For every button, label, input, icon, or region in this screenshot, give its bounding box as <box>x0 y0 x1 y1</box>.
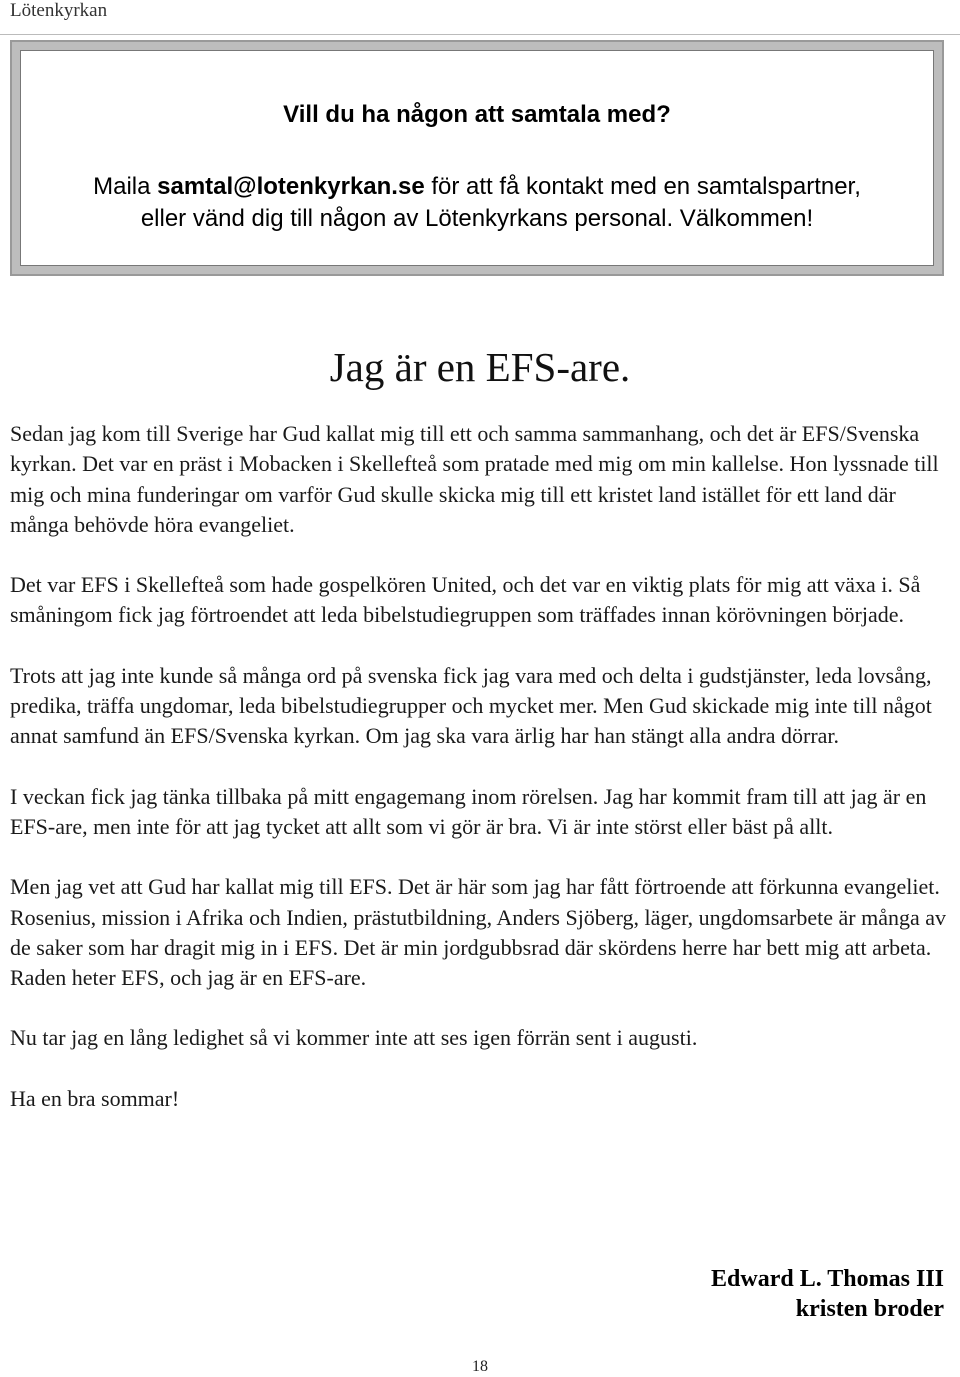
article-paragraph: I veckan fick jag tänka tillbaka på mitt engagemang inom rörelsen. Jag har kommit fram till att jag är en EFS-are, men inte för att jag tycket att allt som vi gör är bra. Vi är inte störst eller bäst på allt. <box>10 783 927 839</box>
article-title: Jag är en EFS-are. <box>329 344 631 390</box>
contact-line2: eller vänd dig till någon av Lötenkyrkans personal. Välkommen! <box>140 205 814 232</box>
running-header: Lötenkyrkan <box>10 0 108 21</box>
page-number: 18 <box>472 1358 488 1375</box>
signature-name: Edward L. Thomas III <box>711 1266 944 1292</box>
signature-block <box>711 1264 944 1324</box>
contact-box-title: Vill du ha någon att samtala med? <box>283 101 671 128</box>
article-paragraph: Ha en bra sommar! <box>10 1085 180 1111</box>
article-body <box>10 419 948 1144</box>
header-divider <box>0 34 960 35</box>
article-paragraph: Sedan jag kom till Sverige har Gud kallat mig till ett och samma sammanhang, och det är EFS/Svenska kyrkan. Det var en präst i Mobacken i Skellefteå som pratade med mig om min kallelse. Hon lyssnade till mig och mina funderingar om varför Gud skulle skicka mig till ett kristet land istället för ett land där många behövde höra evangeliet. <box>10 421 939 537</box>
contact-box-text <box>21 171 933 235</box>
article-paragraph: Det var EFS i Skellefteå som hade gospelkören United, och det var en viktig plats för mig att växa i. Så småningom fick jag förtroendet att leda bibelstudiegruppen som träffades innan körövningen började. <box>10 572 921 628</box>
contact-line1-prefix: Maila <box>93 173 158 200</box>
contact-email-link[interactable]: samtal@lotenkyrkan.se <box>157 173 425 200</box>
contact-line1-suffix: för att få kontakt med en samtalspartner, <box>424 173 861 200</box>
article-paragraph: Trots att jag inte kunde så många ord på svenska fick jag vara med och delta i gudstjänster, leda lovsång, predika, träffa ungdomar, leda bibelstudiegrupper och mycket mer. Men Gud skickade mig inte till något annat samfund än EFS/Svenska kyrkan. Om jag ska vara ärlig har han stängt alla andra dörrar. <box>10 662 932 749</box>
contact-box-inner <box>20 50 934 266</box>
contact-box <box>10 40 944 276</box>
signature-role: kristen broder <box>795 1296 944 1322</box>
article-paragraph: Nu tar jag en lång ledighet så vi kommer inte att ses igen förrän sent i augusti. <box>10 1025 698 1051</box>
article-paragraph: Men jag vet att Gud har kallat mig till EFS. Det är här som jag har fått förtroende att förkunna evangeliet. Rosenius, mission i Afrika och Indien, prästutbildning, Anders Sjöberg, läger, ungdomsarbete är många av de saker som har dragit mig in i EFS. Det är min jordgubbsrad där skördens herre har bett mig att arbeta. Raden heter EFS, och jag är en EFS-are. <box>10 874 946 991</box>
